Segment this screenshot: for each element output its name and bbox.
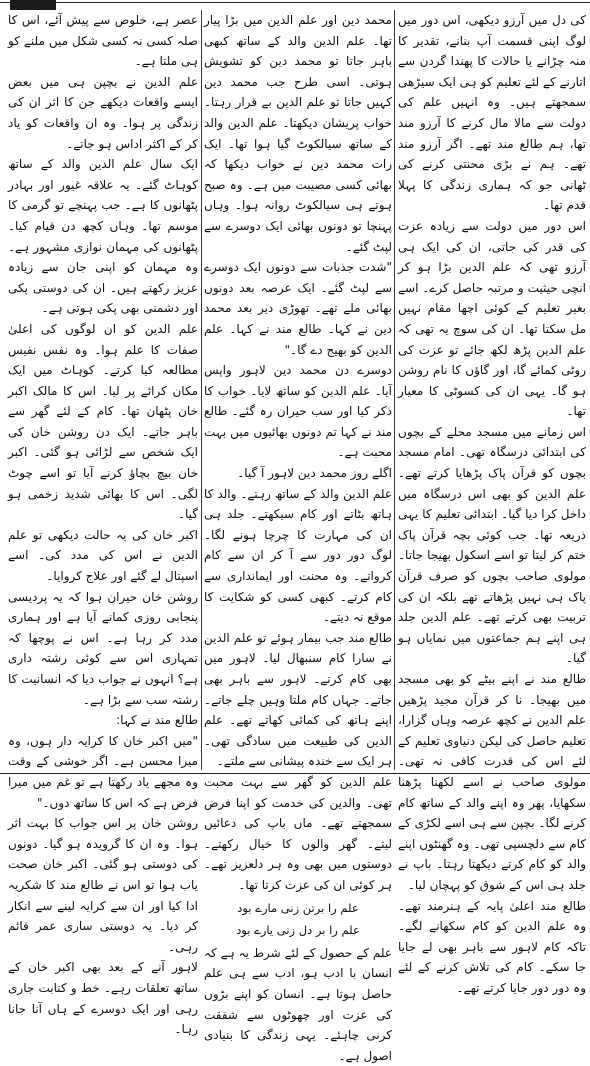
paragraph: اس دور میں دولت سے زیادہ عزت کی قدر کی جاتی، ان کی ایک ہی آرزو تھی کہ علم الدین بڑا ہو کر انچی حیثیت و مرتبہ حاصل کرے۔ اسے بغیر تعلیم کے کوئی اچھا مقام نہیں مل سکتا تھا۔ ان کی سوچ یہ تھی کہ علم الدین پڑھ لکھ جائے تو عزت کی روٹی کمائے گا، اور گاؤں کا نام روشن ہو گا۔ یہی ان کی کسوٹی کا معیار تھا۔ (398, 218, 586, 419)
verse-line: علم را برتن زنی مارے بود (237, 900, 359, 915)
paragraph: اکبر خان کی یہ حالت دیکھی تو علم الدین نے اس کی مدد کی۔ اسے اسپتال لے گئے اور علاج کروایا۔ (8, 527, 198, 584)
column-middle (204, 10, 392, 1063)
paragraph: روشن خان پر اس جواب کا بہت اثر ہوا۔ وہ ان کا گرویدہ ہو گیا۔ دونوں کی دوستی ہو گئی۔ اکبر خان صحت یاب ہوا تو اس نے طالع مند کا شکریہ ادا کیا اور ان سے کرایہ لینے سے انکار کر دیا۔ یہ دوستی ساری عمر قائم رہی۔ (8, 816, 198, 954)
paragraph: طالع مند نے اپنے بیٹے کو بھی مسجد میں بھیجا۔ نا کر قرآن مجید پڑھیں علم الدین نے کچھ عرصہ وہاں گزارا، تعلیم حاصل کی لیکن دنیاوی تعلیم کے لئے اس کی قدرت کافی نہ تھی۔ مولوی صاحب نے اسے لکھنا پڑھنا سکھایا، پھر وہ اپنے والد کے ساتھ کام کرنے لگا۔ بچپن سے ہی اسے لکڑی کے کام سے دلچسپی تھی۔ وہ گھنٹوں اپنے والد کو کام کرتے دیکھتا رہتا۔ باپ نے جلد ہی اس کے شوق کو پہچان لیا۔ (398, 672, 586, 892)
paragraph: علم الدین والد کے ساتھ رہتے۔ والد کا ہاتھ بٹاتے اور کام سیکھتے۔ جلد ہی ان کی مہارت کا چرچا ہونے لگا۔ لوگ دور دور سے آ کر ان سے کام کرواتے۔ وہ محنت اور ایمانداری سے کام کرتے۔ کبھی کسی کو شکایت کا موقع نہ دیتے۔ (204, 486, 392, 625)
top-border-line (0, 2, 590, 3)
bottom-border-line (0, 773, 590, 774)
paragraph: کی دل میں آرزو دیکھی، اس دور میں لوگ اپنی قسمت آپ بنانے، تقدیر کا منہ چڑانے یا حالات کا پھندا گردن سے اتارنے کے لئے تعلیم کو ہی ایک سیڑھی سمجھتے ہیں۔ وہ انہیں علم کی دولت سے مالا مال کرنے کا آرزو مند تھا، ہم طالع مند تھے۔ اگر آرزو مند تھے۔ ہم نے بڑی محنتی کرنے کی ٹھانی جو کہ ہماری زندگی کا پہلا قدم تھا۔ (398, 13, 586, 213)
header-tag-block (10, 0, 56, 10)
verse-line: علم را بر دل زنی یارے بود (236, 923, 360, 938)
paragraph: "میں اکبر خان کا کرایہ دار ہوں، وہ میرا محسن ہے۔ اگر خوشی کے وقت وہ مجھے یاد رکھتا ہے تو غم میں میرا فرض ہے کہ اس کا ساتھ دوں۔" (8, 733, 198, 810)
paragraph: "شدت جذبات سے دونوں ایک دوسرے سے لپٹ گئے۔ ایک عرصہ بعد دونوں بھائی ملے تھے۔ تھوڑی دیر بعد محمد دین نے کہا۔ طالع مند نے کہا۔ علم الدین کو بھیج دے گا۔" (204, 260, 392, 357)
paragraph: لاہور آنے کے بعد بھی اکبر خان کے ساتھ تعلقات رہے۔ خط و کتابت جاری رہی اور ایک دوسرے کے ہاں آنا جانا رہا۔ (8, 960, 198, 1037)
paragraph: ایک سال علم الدین والد کے ساتھ کوہاٹ گئے۔ یہ علاقہ غیور اور بہادر پٹھانوں کا ہے۔ جب پہنچے تو گرمی کا موسم تھا۔ وہاں کچھ دن قیام کیا۔ پٹھانوں کی مہمان نوازی مشہور ہے۔ وہ مہمان کو اپنی جان سے زیادہ عزیز رکھتے ہیں۔ ان کی دوستی پکی اور دشمنی بھی پکی ہوتی ہے۔ (8, 157, 198, 316)
paragraph: علم الدین کو ان لوگوں کی اعلیٰ صفات کا علم ہوا۔ وہ نفس نفیس مطالعہ کیا کرتے۔ کوہاٹ میں ایک مکان کرائے پر لیا۔ اس کا مالک اکبر خان پٹھان تھا۔ کام کے لئے گھر سے باہر جاتے۔ ایک دن روشن خان کی ایک شخص سے لڑائی ہو گئی۔ اکبر خان بیچ بچاؤ کرنے آیا تو اسے چوٹ لگی۔ اس کا بھائی شدید زخمی ہو گیا۔ (8, 321, 198, 522)
paragraph: محمد دین اور علم الدین میں بڑا پیار تھا۔ علم الدین والد کے ساتھ کبھی باہر جاتا تو محمد دین کو تشویش ہوتی۔ اسی طرح جب محمد دین کہیں جاتا تو علم الدین بے قرار رہتا۔ خواب پریشان دیکھتا۔ علم الدین والد کے ساتھ سیالکوٹ گیا ہوا تھا۔ ایک رات محمد دین نے خواب دیکھا کہ بھائی کسی مصیبت میں ہے۔ وہ صبح ہوتے ہی سیالکوٹ روانہ ہوا۔ وہاں پہنچا تو دونوں بھائی ایک دوسرے سے لپٹ گئے۔ (204, 13, 392, 254)
paragraph: دوسرے دن محمد دین لاہور واپس آیا۔ علم الدین کو ساتھ لایا۔ خواب کا ذکر کیا اور سب حیران رہ گئے۔ طالع مند نے کہا تم دونوں بھائیوں میں بہت محبت ہے۔ (204, 363, 392, 460)
paragraph: اس زمانے میں مسجد محلے کے بچوں کی ابتدائی درسگاہ تھی۔ امام مسجد بچوں کو قرآن پاک پڑھایا کرتے تھے۔ علم الدین کو بھی اس درسگاہ میں داخل کرا دیا گیا۔ ابتدائی تعلیم کا یہی ذریعہ تھا۔ جب کوئی بچہ قرآن پاک ختم کر لیتا تو اسے اسکول بھیجا جاتا۔ مولوی صاحب بچوں کو صرف قرآن پاک ہی نہیں پڑھاتے تھے بلکہ ان کی تربیت بھی کرتے تھے۔ علم الدین جلد ہی اپنے ہم جماعتوں میں نمایاں ہو گیا۔ (398, 424, 586, 666)
paragraph: علم الدین کو گھر سے بہت محبت تھی۔ والدین کی خدمت کو اپنا فرض سمجھتے تھے۔ ماں باپ کی دعائیں لیتے۔ گھر والوں کا خیال رکھتے۔ دوستوں میں بھی وہ ہر دلعزیز تھے۔ ہر کوئی ان کی عزت کرتا تھا۔ (204, 774, 392, 892)
paragraph: علم کے حصول کے لئے شرط یہ ہے کہ انسان با ادب ہو، ادب سے ہی علم حاصل ہوتا ہے۔ انسان کو اپنے بڑوں کی عزت اور چھوٹوں سے شفقت کرنی چاہئے۔ یہی زندگی کا بنیادی اصول ہے۔ (204, 945, 392, 1063)
paragraph: طالع مند جب بیمار ہوئے تو علم الدین نے سارا کام سنبھال لیا۔ لاہور میں بھی کام کرتے۔ لاہور سے باہر بھی جاتے۔ جہاں کام ملتا وہیں چلے جاتے۔ اپنے ہاتھ کی کمائی کھاتے تھے۔ علم الدین کی طبیعت میں سادگی تھی۔ ہر ایک سے خندہ پیشانی سے ملتے۔ (204, 630, 392, 769)
paragraph: طالع مند اعلیٰ پایہ کے ہنرمند تھے۔ وہ علم الدین کو کام سکھانے لگے۔ تاکہ کام لاہور سے باہر بھی لے جایا جا سکے۔ کام کی تلاش کرنے کے لئے وہ دور دور جایا کرتے تھے۔ (398, 898, 586, 995)
column-left (8, 10, 198, 1037)
column-right (398, 10, 586, 995)
paragraph: طالع مند نے کہا: (116, 713, 198, 728)
column-divider (394, 10, 395, 770)
paragraph: علم الدین نے بچپن ہی میں بعض ایسے واقعات دیکھے جن کا اثر ان کی زندگی پر ہوا۔ وہ ان واقعات کو یاد کر کے اکثر اداس ہو جاتے۔ (8, 74, 198, 151)
paragraph: اگلے روز محمد دین لاہور آ گیا۔ (237, 466, 392, 481)
column-divider (201, 10, 202, 770)
paragraph: روشن خان حیران ہوا کہ یہ پردیسی پنجابی روزی کمانے آیا ہے اور ہماری مدد کر رہا ہے۔ اس نے پوچھا کہ تمہاری اس سے کوئی رشتہ داری ہے؟ انہوں نے جواب دیا کہ انسانیت کا رشتہ سب سے بڑا ہے۔ (8, 589, 198, 707)
paragraph: عصر ہے، خلوص سے پیش آئے، اس کا صلہ کسی نہ کسی شکل میں ملنے کو ہی ملتا ہے۔ (8, 13, 198, 69)
